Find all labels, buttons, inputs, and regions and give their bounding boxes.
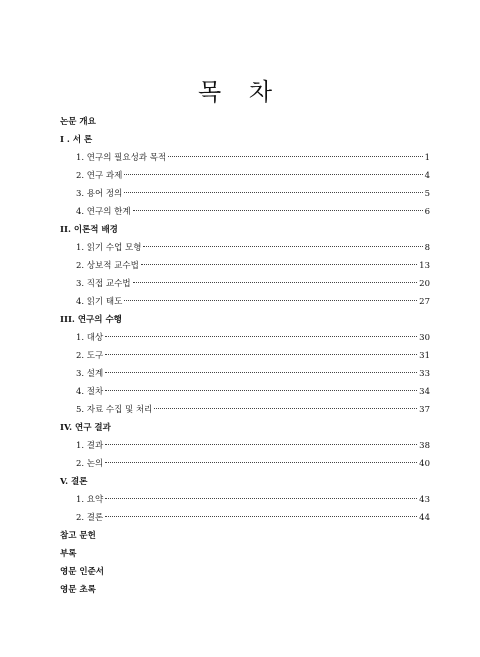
page-number: 13 [419,261,430,271]
toc-item: 2. 연구 과제 4 [60,167,430,185]
toc-references: 참고 문헌 [60,531,96,541]
toc-chapter-3: III. 연구의 수행 [60,315,122,325]
page-title: 목 차 [198,78,282,106]
toc-item: 2. 논의 40 [60,455,430,473]
toc-item: 1. 요약 43 [60,491,430,509]
toc-abstract: 논문 개요 [60,117,96,127]
page-number: 40 [419,459,430,469]
page-number: 30 [419,333,430,343]
toc-item: 3. 용어 정의 5 [60,185,430,203]
table-of-contents [60,113,430,599]
page-number: 20 [419,279,430,289]
page-number: 44 [419,513,430,523]
page-number: 31 [419,351,430,361]
page-number: 38 [419,441,430,451]
toc-english-abstract: 영문 초록 [60,585,96,595]
page-number: 8 [424,243,430,253]
toc-item: 3. 설계 33 [60,365,430,383]
toc-item: 1. 대상 30 [60,329,430,347]
toc-chapter-5: V. 결론 [60,477,88,487]
page-number: 4 [424,171,430,181]
toc-item: 1. 읽기 수업 모형 8 [60,239,430,257]
page-number: 33 [419,369,430,379]
toc-chapter-1: I . 서 론 [60,135,93,145]
page-number: 1 [424,153,430,163]
toc-appendix: 부록 [60,549,77,559]
page-number: 37 [419,405,430,415]
toc-item: 4. 절차 34 [60,383,430,401]
page-number: 6 [424,207,430,217]
toc-item: 2. 도구 31 [60,347,430,365]
page-number: 5 [424,189,430,199]
page-number: 27 [419,297,430,307]
page-number: 34 [419,387,430,397]
toc-item: 4. 읽기 태도 27 [60,293,430,311]
toc-item: 5. 자료 수집 및 처리 37 [60,401,430,419]
toc-item: 4. 연구의 한계 6 [60,203,430,221]
toc-item: 1. 결과 38 [60,437,430,455]
toc-english-certificate: 영문 인준서 [60,567,105,577]
toc-item: 3. 직접 교수법 20 [60,275,430,293]
toc-item: 2. 결론 44 [60,509,430,527]
page-number: 43 [419,495,430,505]
toc-chapter-4: IV. 연구 결과 [60,423,111,433]
toc-chapter-2: II. 이론적 배경 [60,225,118,235]
toc-item: 2. 상보적 교수법 13 [60,257,430,275]
toc-item: 1. 연구의 필요성과 목적 1 [60,149,430,167]
